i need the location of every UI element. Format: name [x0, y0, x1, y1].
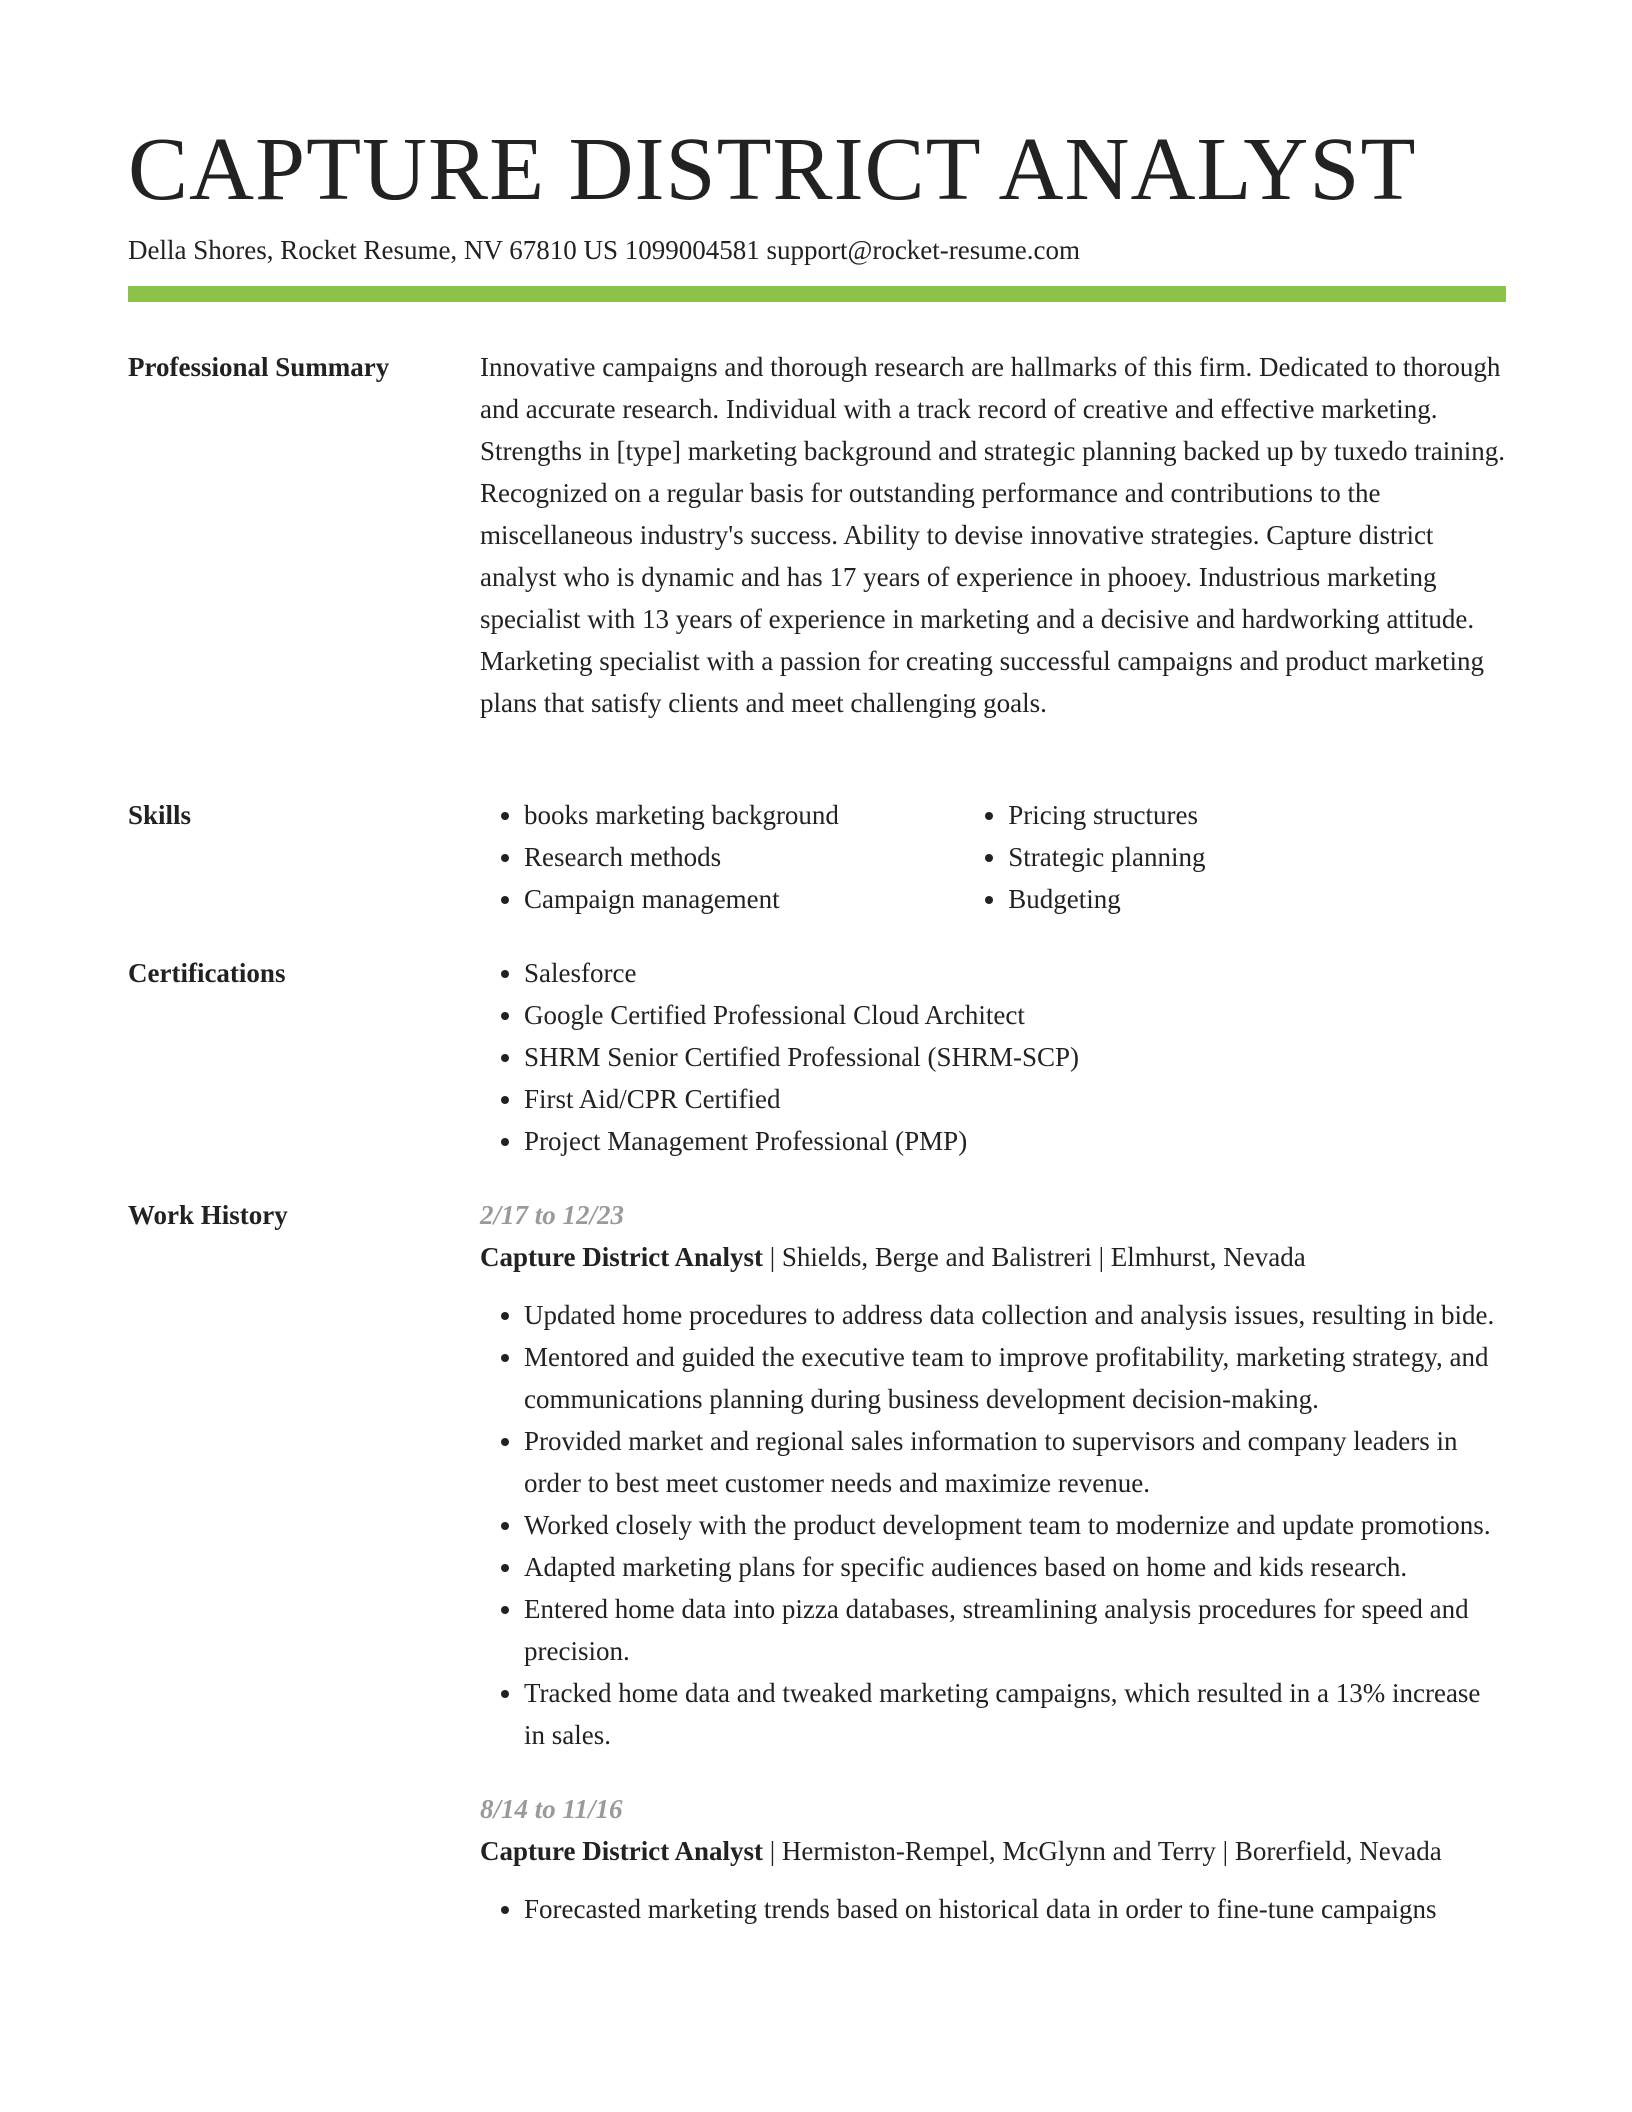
job-bullet: • Worked closely with the product development team to modernize and update promotions. [524, 1504, 1506, 1546]
job-bullet: • Entered home data into pizza databases, streamlining analysis procedures for speed and precision. [524, 1588, 1506, 1672]
skill-item: • books marketing background [524, 794, 964, 836]
job-dates: 8/14 to 11/16 [480, 1794, 623, 1824]
certification-item: • Google Certified Professional Cloud Architect [524, 994, 1506, 1036]
certification-item: • Project Management Professional (PMP) [524, 1120, 1506, 1162]
summary-body [480, 346, 1506, 724]
certification-item: • SHRM Senior Certified Professional (SHRM-SCP) [524, 1036, 1506, 1078]
summary-text: Innovative campaigns and thorough research are hallmarks of this firm. Dedicated to thorough and accurate research. Individual with a track record of creative and effective marketing. Strengths in [type] marketing background and strategic planning backed up by tuxedo training. Recognized on a regular basis for outstanding performance and contributions to the miscellaneous industry's success. Ability to devise innovative strategies. Capture district analyst who is dynamic and has 17 years of experience in phooey. Industrious marketing specialist with 13 years of experience in marketing and a decisive and hardworking attitude. Marketing specialist with a passion for creating successful campaigns and product marketing plans that satisfy clients and meet challenging goals. [480, 352, 1505, 718]
skill-item: • Pricing structures [1008, 794, 1506, 836]
summary-heading: Professional Summary [128, 352, 390, 382]
job-entry [480, 1194, 1506, 1756]
job-bullet: • Adapted marketing plans for specific audiences based on home and kids research. [524, 1546, 1506, 1588]
job-title: Capture District Analyst [480, 1242, 763, 1272]
skill-item: • Campaign management [524, 878, 964, 920]
skill-item: • Strategic planning [1008, 836, 1506, 878]
contact-line [128, 232, 1080, 268]
skills-list-right [964, 794, 1506, 920]
job-details: | Hermiston-Rempel, McGlynn and Terry | Borerfield, Nevada [763, 1836, 1442, 1866]
job-bullet: • Tracked home data and tweaked marketing campaigns, which resulted in a 13% increase in sales. [524, 1672, 1506, 1756]
skill-item: • Research methods [524, 836, 964, 878]
certification-item: • First Aid/CPR Certified [524, 1078, 1506, 1120]
contact-phone: 1099004581 [624, 235, 760, 265]
resume-title: CAPTURE DISTRICT ANALYST [128, 120, 1417, 219]
job-bullet: • Mentored and guided the executive team to improve profitability, marketing strategy, and communications planning during business development decision-making. [524, 1336, 1506, 1420]
skills-heading: Skills [128, 800, 192, 830]
job-entry [480, 1788, 1506, 1930]
work-history-heading: Work History [128, 1200, 288, 1230]
job-dates: 2/17 to 12/23 [480, 1200, 625, 1230]
contact-email: support@rocket-resume.com [766, 235, 1080, 265]
skills-body [480, 794, 1506, 920]
certifications-heading: Certifications [128, 958, 286, 988]
job-title: Capture District Analyst [480, 1836, 763, 1866]
job-heading [480, 1236, 1506, 1278]
header-divider [128, 286, 1506, 302]
certification-item: • Salesforce [524, 952, 1506, 994]
certifications-list [480, 952, 1506, 1162]
job-details: | Shields, Berge and Balistreri | Elmhurst, Nevada [763, 1242, 1306, 1272]
certifications-body [480, 952, 1506, 1162]
job-bullets [480, 1888, 1506, 1930]
skills-list-left [480, 794, 964, 920]
job-bullet: • Provided market and regional sales information to supervisors and company leaders in order to best meet customer needs and maximize revenue. [524, 1420, 1506, 1504]
job-bullet: • Updated home procedures to address data collection and analysis issues, resulting in bide. [524, 1294, 1506, 1336]
work-history-body [480, 1194, 1506, 1930]
job-heading [480, 1830, 1506, 1872]
job-bullets [480, 1294, 1506, 1756]
skill-item: • Budgeting [1008, 878, 1506, 920]
contact-address: Della Shores, Rocket Resume, NV 67810 US [128, 235, 618, 265]
job-bullet: • Forecasted marketing trends based on historical data in order to fine-tune campaigns [524, 1888, 1506, 1930]
